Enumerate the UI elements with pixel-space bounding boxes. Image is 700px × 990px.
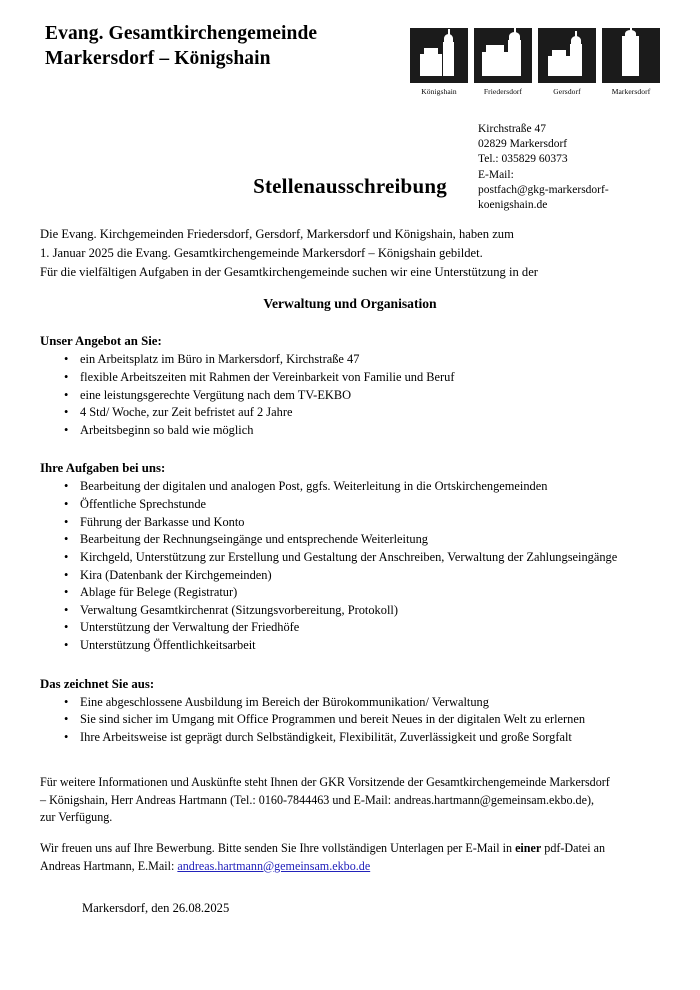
closing-line-2: – Königshain, Herr Andreas Hartmann (Tel.: 0160-7844463 und E-Mail: andreas.hartmann@gemeinsam.ekbo.de), — [40, 792, 595, 807]
list-item: • Unterstützung Öffentlichkeitsarbeit — [56, 637, 660, 655]
email-link[interactable]: andreas.hartmann@gemeinsam.ekbo.de — [177, 858, 371, 873]
list-item: • Führung der Barkasse und Konto — [56, 514, 660, 532]
section-tasks — [40, 461, 660, 654]
list-item: • Unterstützung der Verwaltung der Friedhöfe — [56, 619, 660, 637]
list-item: • Sie sind sicher im Umgang mit Office Programmen und bereit Neues in der digitalen Welt zu erlernen — [56, 711, 660, 729]
document-header — [0, 0, 700, 96]
list-item: • Bearbeitung der digitalen und analogen Post, ggfs. Weiterleitung in die Ortskirchengemeinden — [56, 478, 660, 496]
page-title: Stellenausschreibung — [253, 174, 447, 198]
section-list — [40, 478, 660, 654]
section-offer — [40, 334, 660, 439]
list-item: • Ihre Arbeitsweise ist geprägt durch Selbständigkeit, Flexibilität, Zuverlässigkeit und große Sorgfalt — [56, 729, 660, 747]
crest-markersdorf — [602, 28, 660, 96]
closing-paragraph-contact — [40, 774, 660, 827]
closing-text — [40, 774, 660, 875]
list-item: • 4 Std/ Woche, zur Zeit befristet auf 2 Jahre — [56, 404, 660, 422]
intro-line-2: 1. Januar 2025 die Evang. Gesamtkirchengemeinde Markersdorf – Königshain gebildet. — [40, 246, 483, 261]
signature-date: Markersdorf, den 26.08.2025 — [82, 901, 230, 916]
application-contact-prefix: Andreas Hartmann, E.Mail: — [40, 858, 178, 873]
crest-caption: Königshain — [421, 87, 457, 96]
church-icon — [538, 28, 596, 83]
section-profile — [40, 677, 660, 747]
list-item: • Kirchgeld, Unterstützung zur Erstellung und Gestaltung der Anschreiben, Verwaltung der Zahlungseingänge — [56, 549, 660, 567]
address-phone: Tel.: 035829 60373 — [478, 153, 568, 166]
intro-paragraph — [40, 225, 660, 282]
position-subtitle: Verwaltung und Organisation — [263, 296, 437, 312]
closing-line-3: zur Verfügung. — [40, 810, 113, 825]
organization-title — [45, 22, 317, 72]
application-text-suffix: pdf-Datei an — [541, 840, 606, 855]
crest-gersdorf — [538, 28, 596, 96]
document-body — [0, 225, 700, 916]
section-list — [40, 351, 660, 439]
address-email-label: E-Mail: — [478, 168, 514, 181]
crest-caption: Gersdorf — [553, 87, 581, 96]
section-heading: Ihre Aufgaben bei uns: — [40, 461, 166, 476]
church-icon — [474, 28, 532, 83]
application-text-prefix: Wir freuen uns auf Ihre Bewerbung. Bitte senden Sie Ihre vollständigen Unterlagen per E-Mail in — [40, 840, 516, 855]
section-heading: Unser Angebot an Sie: — [40, 334, 162, 349]
section-list — [40, 694, 660, 747]
list-item: • flexible Arbeitszeiten mit Rahmen der Vereinbarkeit von Familie und Beruf — [56, 369, 660, 387]
crest-caption: Markersdorf — [611, 87, 651, 96]
crest-group — [410, 22, 660, 96]
organization-title-line2: Markersdorf – Königshain — [45, 47, 271, 69]
section-heading: Das zeichnet Sie aus: — [40, 676, 155, 691]
address-street: Kirchstraße 47 — [478, 123, 547, 135]
list-item: • Kira (Datenbank der Kirchgemeinden) — [56, 567, 660, 585]
intro-line-1: Die Evang. Kirchgemeinden Friedersdorf, Gersdorf, Markersdorf und Königshain, haben zum — [40, 227, 514, 241]
crest-koenigshain — [410, 28, 468, 96]
address-email-line1: postfach@gkg-markersdorf- — [478, 183, 609, 196]
list-item: • Eine abgeschlossene Ausbildung im Bereich der Bürokommunikation/ Verwaltung — [56, 694, 660, 712]
crest-caption: Friedersdorf — [483, 87, 523, 96]
church-tower-icon — [602, 28, 660, 83]
list-item: • Öffentliche Sprechstunde — [56, 496, 660, 514]
address-email-line2: koenigshain.de — [478, 198, 548, 211]
list-item: • Ablage für Belege (Registratur) — [56, 584, 660, 602]
intro-line-3: Für die vielfältigen Aufgaben in der Gesamtkirchengemeinde suchen wir eine Unterstützung in der — [40, 265, 538, 280]
list-item: • Bearbeitung der Rechnungseingänge und entsprechende Weiterleitung — [56, 531, 660, 549]
list-item: • eine leistungsgerechte Vergütung nach dem TV-EKBO — [56, 387, 660, 405]
closing-line-1: Für weitere Informationen und Auskünfte steht Ihnen der GKR Vorsitzende der Gesamtkirchengemeinde Markersdorf — [40, 775, 610, 790]
crest-friedersdorf — [474, 28, 532, 96]
closing-paragraph-application — [40, 840, 660, 875]
list-item: • Verwaltung Gesamtkirchenrat (Sitzungsvorbereitung, Protokoll) — [56, 602, 660, 620]
address-city: 02829 Markersdorf — [478, 138, 568, 151]
application-text-emphasis: einer — [515, 840, 542, 855]
list-item: • ein Arbeitsplatz im Büro in Markersdorf, Kirchstraße 47 — [56, 351, 660, 369]
church-icon — [410, 28, 468, 83]
contact-address — [478, 122, 678, 213]
list-item: • Arbeitsbeginn so bald wie möglich — [56, 422, 660, 440]
organization-title-line1: Evang. Gesamtkirchengemeinde — [45, 23, 318, 44]
